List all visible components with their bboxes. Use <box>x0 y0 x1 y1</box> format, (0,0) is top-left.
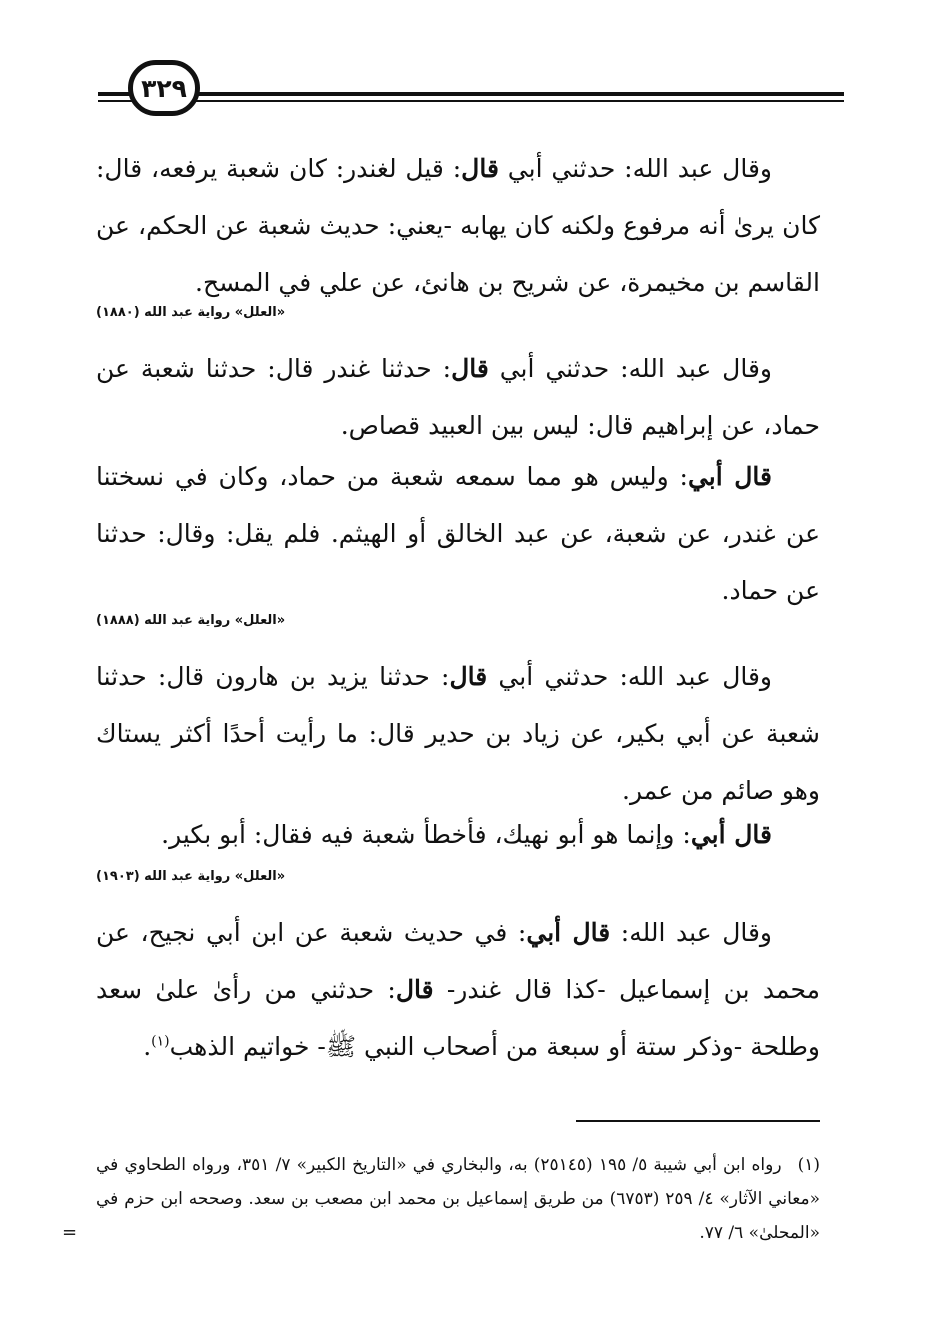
source-citation-1: «العلل» رواية عبد الله (١٨٨٠) <box>96 305 286 320</box>
paragraph-5 <box>96 806 820 863</box>
header-rule-thin <box>98 100 844 102</box>
source-citation-3: «العلل» رواية عبد الله (١٩٠٣) <box>96 869 286 884</box>
text: : حدثني من رأىٰ علىٰ سعد وطلحة -وذكر ستة أو سبعة من أصحاب النبي ﷺ- خواتيم الذهب <box>96 975 820 1061</box>
text: وقال عبد الله: حدثني أبي <box>487 662 772 691</box>
bold-text: قال أبي <box>690 820 772 849</box>
bold-text: قال أبي <box>687 462 772 491</box>
footnote-reference[interactable]: (١) <box>151 1033 170 1050</box>
text: وقال عبد الله: حدثني أبي <box>488 354 772 383</box>
paragraph-1 <box>96 140 820 311</box>
footnote-number: (١) <box>797 1155 820 1175</box>
text: . <box>143 1032 152 1061</box>
paragraph-3 <box>96 448 820 619</box>
text: : وإنما هو أبو نهيك، فأخطأ شعبة فيه فقال: أبو بكير. <box>161 820 691 849</box>
text: : قيل لغندر: كان شعبة يرفعه، قال: كان يرىٰ أنه مرفوع ولكنه كان يهابه -يعني: حديث شعبة عن الحكم، عن القاسم بن مخيمرة، عن شريح بن هانئ، عن علي في المسح. <box>96 154 820 297</box>
header-rule-thick <box>98 92 844 96</box>
source-citation-2: «العلل» رواية عبد الله (١٨٨٨) <box>96 613 286 628</box>
text: وقال عبد الله: حدثني أبي <box>498 154 772 183</box>
bold-text: قال <box>451 354 489 383</box>
text: : حدثنا يزيد بن هارون قال: حدثنا شعبة عن أبي بكير، عن زياد بن حدير قال: ما رأيت أحدًا أكثر يستاك وهو صائم من عمر. <box>96 662 820 805</box>
bold-text: قال <box>395 975 434 1004</box>
paragraph-6 <box>96 904 820 1075</box>
bold-text: قال <box>461 154 499 183</box>
margin-mark: = <box>62 1222 78 1243</box>
text: : حدثنا غندر قال: حدثنا شعبة عن حماد، عن إبراهيم قال: ليس بين العبيد قصاص. <box>96 354 820 440</box>
footnote-text: رواه ابن أبي شيبة ٥/ ١٩٥ (٢٥١٤٥) به، والبخاري في «التاريخ الكبير» ٧/ ٣٥١، ورواه الطحاوي في «معاني الآثار» ٤/ ٢٥٩ (٦٧٥٣) من طريق إسماعيل بن محمد ابن مصعب بن سعد. وصححه ابن حزم في «المحلىٰ» ٦/ ٧٧. <box>96 1155 820 1243</box>
footnote <box>96 1148 820 1250</box>
text: وقال عبد الله: <box>610 918 772 947</box>
bold-text: قال أبي <box>526 918 611 947</box>
bold-text: قال <box>449 662 488 691</box>
text: : وليس هو مما سمعه شعبة من حماد، وكان في نسختنا عن غندر، عن شعبة، عن عبد الخالق أو الهيثم. فلم يقل: وقال: حدثنا عن حماد. <box>96 462 820 605</box>
text: : في حديث شعبة عن ابن أبي نجيح، عن محمد بن إسماعيل -كذا قال غندر- <box>96 918 820 1004</box>
paragraph-2 <box>96 340 820 454</box>
paragraph-4 <box>96 648 820 819</box>
footnote-separator <box>576 1120 820 1122</box>
page-number: ٣٢٩ <box>128 60 200 116</box>
